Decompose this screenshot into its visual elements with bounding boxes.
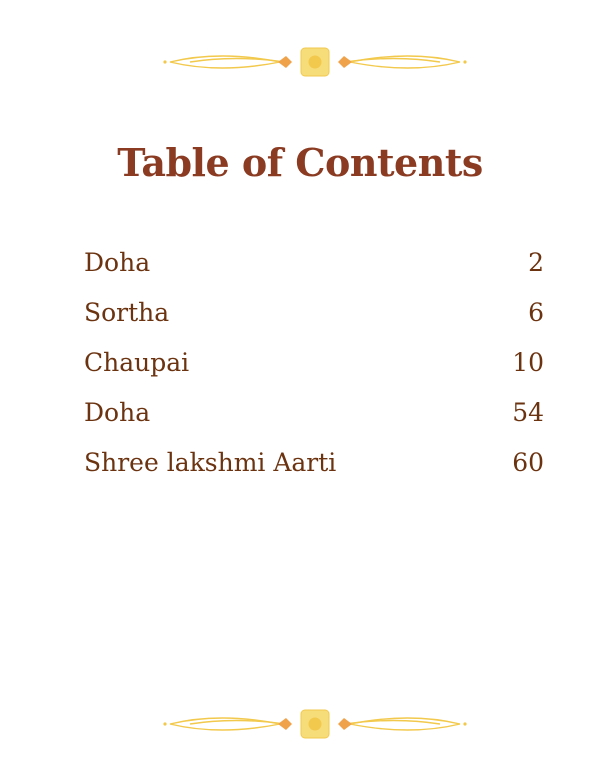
toc-entry-page-number: 54 (512, 398, 544, 427)
top-ornament-icon (160, 42, 470, 82)
toc-entry-4[interactable] (84, 398, 544, 448)
table-of-contents-list (84, 248, 544, 498)
toc-entry-page-number: 2 (528, 248, 544, 277)
page-title: Table of Contents (117, 140, 483, 185)
toc-entry-1[interactable] (84, 248, 544, 298)
toc-entry-2[interactable] (84, 298, 544, 348)
toc-entry-page-number: 10 (512, 348, 544, 377)
toc-entry-page-number: 60 (512, 448, 544, 477)
toc-entry-label: Doha (84, 398, 151, 427)
toc-entry-3[interactable] (84, 348, 544, 398)
toc-entry-5[interactable] (84, 448, 544, 498)
toc-entry-label: Shree lakshmi Aarti (84, 448, 337, 477)
toc-entry-page-number: 6 (528, 298, 544, 327)
bottom-ornament-icon (160, 704, 470, 744)
toc-entry-label: Doha (84, 248, 151, 277)
toc-entry-label: Chaupai (84, 348, 190, 377)
toc-entry-label: Sortha (84, 298, 170, 327)
